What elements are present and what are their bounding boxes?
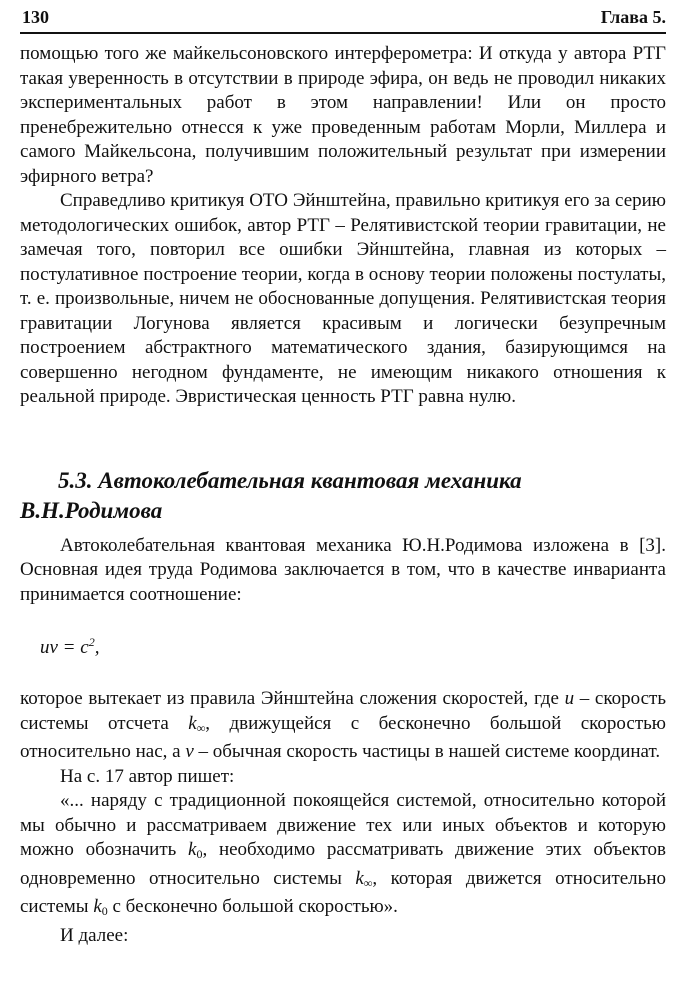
var-k-inf: k bbox=[188, 712, 197, 734]
p6-text-a: «... наряду с традиционной покоящейся системой, относительно которой мы обычно и рассматриваем движение тех или иных объектов и которую можно обозначить bbox=[20, 790, 666, 860]
var-k-inf-sub: ∞ bbox=[196, 720, 206, 735]
var-u: u bbox=[564, 688, 575, 709]
section-heading-line-2: В.Н.Родимова bbox=[20, 497, 163, 523]
section-heading-line-1: 5.3. Автоколебательная квантовая механика bbox=[58, 467, 522, 493]
p4-text-b: – скорость системы отсчета bbox=[20, 688, 666, 734]
formula-comma: , bbox=[94, 637, 100, 658]
formula bbox=[40, 629, 666, 661]
p4-text-c: , движущейся с бесконечно большой скоростью относительно нас, а bbox=[20, 712, 666, 762]
var-v: v bbox=[185, 741, 194, 762]
p6-text-d: с бесконечно большой скоростью». bbox=[107, 896, 398, 917]
paragraph-7: И далее: bbox=[60, 924, 129, 946]
section-heading bbox=[20, 466, 666, 526]
paragraph-4 bbox=[20, 687, 666, 765]
p6-text-b: , необходимо рассматривать движение этих объектов одновременно относительно системы bbox=[20, 839, 666, 889]
var-k-inf-2: k bbox=[355, 867, 364, 889]
paragraph-1: помощью того же майкельсоновского интерферометра: И откуда у автора РТГ такая уверенность в отсутствии в природе эфира, он ведь не проводил никаких экспериментальных работ в этом направлении! Или он просто пренебрежительно отнесся к уже проведенным работам Морли, Миллера и самого Майкельсона, получившим положительный результат при измерении эфирного ветра? bbox=[20, 43, 666, 187]
var-k0: k bbox=[188, 839, 197, 860]
var-k-inf-2-sub: ∞ bbox=[363, 875, 373, 890]
formula-exponent: 2 bbox=[88, 635, 95, 649]
var-k0-2: k bbox=[93, 896, 102, 917]
paragraph-3: Автоколебательная квантовая механика Ю.Н.Родимова изложена в [3]. Основная идея труда Родимова заключается в том, что в качестве инварианта принимается соотношение: bbox=[20, 534, 666, 605]
var-k0-sub: 0 bbox=[196, 847, 203, 861]
formula-expression: uv = c bbox=[40, 637, 89, 658]
var-k0-2-sub: 0 bbox=[101, 904, 108, 918]
chapter-title: Глава 5. bbox=[600, 7, 666, 27]
book-page bbox=[20, 6, 666, 948]
page-number: 130 bbox=[22, 7, 49, 27]
p4-text-d: – обычная скорость частицы в нашей системе координат. bbox=[193, 741, 661, 762]
paragraph-2: Справедливо критикуя ОТО Эйнштейна, правильно критикуя его за серию методологических ошибок, автор РТГ – Релятивистской теории гравитации, не замечая того, повторил все ошибки Эйнштейна, главная из которых – постулативное построение теории, когда в основу теории положены постулаты, т. е. произвольные, ничем не обоснованные допущения. Релятивистская теория гравитации Логунова является красивым и логически безупречным построением абстрактного математического здания, базирующимся на совершенно негодном фундаменте, не имеющим никакого отношения к реальной природе. Эвристическая ценность РТГ равна нулю. bbox=[20, 190, 666, 407]
p6-text-c: , которая движется относительно системы bbox=[20, 867, 666, 917]
paragraph-6-quote bbox=[20, 789, 666, 924]
p4-text-a: которое вытекает из правила Эйнштейна сложения скоростей, где bbox=[20, 688, 565, 709]
paragraph-5: На с. 17 автор пишет: bbox=[60, 765, 235, 787]
running-header bbox=[20, 6, 666, 34]
